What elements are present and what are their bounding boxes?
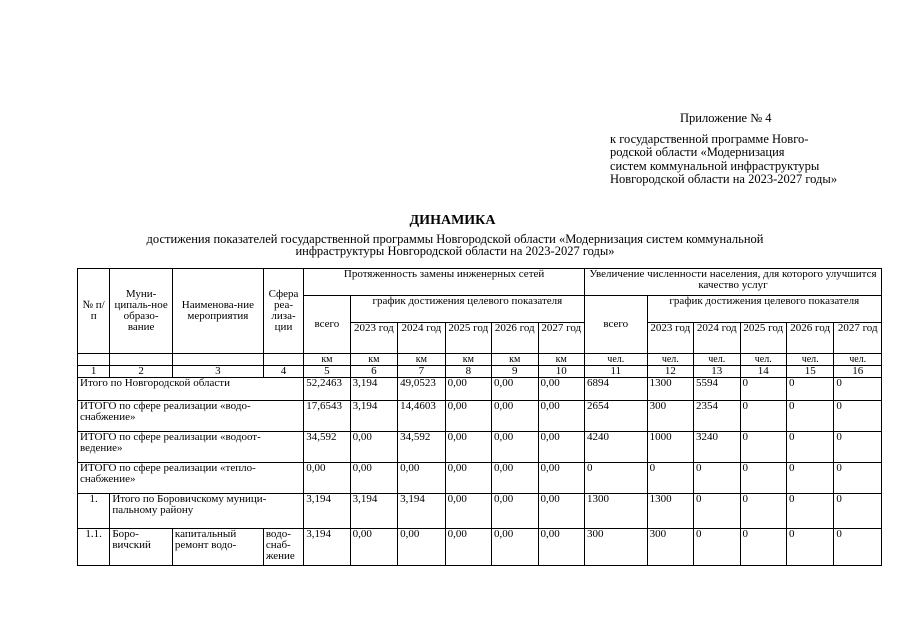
- header-year: 2027 год: [538, 323, 584, 354]
- column-number: 3: [172, 366, 263, 378]
- cell-value: 0,00: [445, 378, 491, 401]
- unit-people: чел.: [647, 354, 693, 366]
- unit-km: км: [492, 354, 538, 366]
- cell-value: 1000: [647, 432, 693, 463]
- row-sphere: водо-снаб-жение: [263, 529, 303, 566]
- cell-value: 3,194: [304, 529, 350, 566]
- cell-value: 0,00: [304, 463, 350, 494]
- unit-people: чел.: [834, 354, 882, 366]
- cell-value: 2354: [694, 401, 740, 432]
- header-year: 2025 год: [740, 323, 786, 354]
- unit-km: км: [538, 354, 584, 366]
- column-number: 6: [350, 366, 397, 378]
- cell-value: 0,00: [492, 463, 538, 494]
- unit-cell: [263, 354, 303, 366]
- column-number: 10: [538, 366, 584, 378]
- cell-value: 0,00: [492, 529, 538, 566]
- appendix-heading: Приложение № 4: [680, 111, 772, 125]
- cell-value: 1300: [647, 494, 693, 529]
- cell-value: 49,0523: [398, 378, 445, 401]
- row-label: ИТОГО по сфере реализации «тепло-снабжение»: [78, 463, 304, 494]
- header-year: 2023 год: [647, 323, 693, 354]
- unit-cell: [110, 354, 173, 366]
- unit-cell: [172, 354, 263, 366]
- column-number: 13: [694, 366, 740, 378]
- row-municipality: Боро-вичский: [110, 529, 173, 566]
- cell-value: 0: [834, 401, 882, 432]
- cell-value: 0,00: [350, 529, 397, 566]
- cell-value: 3,194: [350, 494, 397, 529]
- subtitle-line: инфраструктуры Новгородской области на 2023-2027 годы»: [295, 244, 615, 258]
- table-row: [78, 463, 882, 494]
- header-year: 2027 год: [834, 323, 882, 354]
- unit-km: км: [398, 354, 445, 366]
- unit-people: чел.: [694, 354, 740, 366]
- header-total: всего: [304, 296, 350, 354]
- unit-km: км: [445, 354, 491, 366]
- cell-value: 0: [694, 463, 740, 494]
- column-number: 9: [492, 366, 538, 378]
- cell-value: 0,00: [445, 494, 491, 529]
- header-year: 2024 год: [694, 323, 740, 354]
- column-number: 1: [78, 366, 110, 378]
- appendix-line: систем коммунальной инфраструктуры: [610, 158, 820, 173]
- cell-value: 0: [786, 401, 833, 432]
- cell-value: 52,2463: [304, 378, 350, 401]
- cell-value: 0: [740, 378, 786, 401]
- cell-value: 0: [694, 529, 740, 566]
- cell-value: 0: [740, 463, 786, 494]
- cell-value: 0,00: [445, 529, 491, 566]
- cell-value: 0: [786, 463, 833, 494]
- row-label: ИТОГО по сфере реализации «водо-снабжение»: [78, 401, 304, 432]
- column-number: 8: [445, 366, 491, 378]
- cell-value: 0: [834, 378, 882, 401]
- header-year: 2024 год: [398, 323, 445, 354]
- cell-value: 0: [786, 378, 833, 401]
- cell-value: 0: [834, 432, 882, 463]
- cell-value: 0: [786, 432, 833, 463]
- header-municipality: Муни-ципаль-ное образо-вание: [110, 269, 173, 354]
- cell-value: 0: [740, 529, 786, 566]
- table-row: [78, 401, 882, 432]
- subtitle-line: достижения показателей государственной программы Новгородской области «Модернизация систем коммунальной: [146, 232, 764, 246]
- cell-value: 17,6543: [304, 401, 350, 432]
- column-number: 2: [110, 366, 173, 378]
- cell-value: 0,00: [492, 401, 538, 432]
- cell-value: 0,00: [492, 378, 538, 401]
- cell-value: 0: [740, 401, 786, 432]
- row-label: ИТОГО по сфере реализации «водоот-ведение»: [78, 432, 304, 463]
- header-num: № п/п: [78, 269, 110, 354]
- cell-value: 3240: [694, 432, 740, 463]
- cell-value: 0,00: [350, 432, 397, 463]
- column-number: 11: [584, 366, 647, 378]
- header-total: всего: [584, 296, 647, 354]
- column-number: 12: [647, 366, 693, 378]
- cell-value: 14,4603: [398, 401, 445, 432]
- unit-people: чел.: [740, 354, 786, 366]
- header-year: 2026 год: [492, 323, 538, 354]
- cell-value: 4240: [584, 432, 647, 463]
- unit-km: км: [304, 354, 350, 366]
- cell-value: 0: [834, 494, 882, 529]
- column-number: 14: [740, 366, 786, 378]
- cell-value: 5594: [694, 378, 740, 401]
- cell-value: 0,00: [492, 432, 538, 463]
- document-title: ДИНАМИКА: [409, 213, 496, 228]
- cell-value: 0: [834, 529, 882, 566]
- cell-value: 0,00: [538, 494, 584, 529]
- row-label: Итого по Новгородской области: [78, 378, 304, 401]
- cell-value: 0,00: [538, 378, 584, 401]
- header-schedule: график достижения целевого показателя: [647, 296, 881, 323]
- unit-people: чел.: [584, 354, 647, 366]
- cell-value: 0,00: [492, 494, 538, 529]
- indicators-table: [77, 268, 882, 566]
- header-network-length: Протяженность замены инженерных сетей: [304, 269, 585, 296]
- table-row: [78, 432, 882, 463]
- cell-value: 300: [647, 401, 693, 432]
- unit-cell: [78, 354, 110, 366]
- appendix-line: родской области «Модернизация: [610, 145, 785, 159]
- cell-value: 0,00: [538, 401, 584, 432]
- cell-value: 0: [694, 494, 740, 529]
- cell-value: 0,00: [538, 432, 584, 463]
- header-year: 2023 год: [350, 323, 397, 354]
- header-year: 2026 год: [786, 323, 833, 354]
- cell-value: 0: [834, 463, 882, 494]
- header-schedule: график достижения целевого показателя: [350, 296, 584, 323]
- cell-value: 3,194: [304, 494, 350, 529]
- cell-value: 3,194: [398, 494, 445, 529]
- cell-value: 0,00: [398, 529, 445, 566]
- cell-value: 34,592: [398, 432, 445, 463]
- cell-value: 0: [786, 529, 833, 566]
- table-row: [78, 378, 882, 401]
- document-subtitle: [70, 233, 840, 257]
- cell-value: 1300: [584, 494, 647, 529]
- cell-value: 300: [584, 529, 647, 566]
- cell-value: 34,592: [304, 432, 350, 463]
- cell-value: 0: [647, 463, 693, 494]
- cell-value: 0,00: [445, 401, 491, 432]
- table-row: [78, 529, 882, 566]
- row-label: Итого по Боровичскому муници-пальному району: [110, 494, 304, 529]
- appendix-line: к государственной программе Новго-: [610, 131, 809, 146]
- header-measure-name: Наименова-ние мероприятия: [172, 269, 263, 354]
- table-row: [78, 494, 882, 529]
- header-sphere: Сфера реа-лиза-ции: [263, 269, 303, 354]
- column-number: 4: [263, 366, 303, 378]
- appendix-line: Новгородской области на 2023-2027 годы»: [610, 172, 838, 186]
- cell-value: 0: [584, 463, 647, 494]
- cell-value: 0: [740, 494, 786, 529]
- cell-value: 0,00: [538, 463, 584, 494]
- cell-value: 0,00: [445, 463, 491, 494]
- row-number: 1.: [78, 494, 110, 529]
- column-number: 7: [398, 366, 445, 378]
- cell-value: 300: [647, 529, 693, 566]
- cell-value: 0,00: [445, 432, 491, 463]
- unit-km: км: [350, 354, 397, 366]
- cell-value: 6894: [584, 378, 647, 401]
- cell-value: 0,00: [398, 463, 445, 494]
- cell-value: 3,194: [350, 401, 397, 432]
- column-number: 15: [786, 366, 833, 378]
- cell-value: 1300: [647, 378, 693, 401]
- column-number: 5: [304, 366, 350, 378]
- cell-value: 0: [786, 494, 833, 529]
- header-year: 2025 год: [445, 323, 491, 354]
- cell-value: 3,194: [350, 378, 397, 401]
- cell-value: 2654: [584, 401, 647, 432]
- row-measure-name: капитальный ремонт водо-: [172, 529, 263, 566]
- cell-value: 0,00: [538, 529, 584, 566]
- header-population-increase: Увеличение численности населения, для которого улучшится качество услуг: [584, 269, 881, 296]
- cell-value: 0,00: [350, 463, 397, 494]
- row-number: 1.1.: [78, 529, 110, 566]
- cell-value: 0: [740, 432, 786, 463]
- unit-people: чел.: [786, 354, 833, 366]
- appendix-block: [610, 112, 837, 187]
- column-number: 16: [834, 366, 882, 378]
